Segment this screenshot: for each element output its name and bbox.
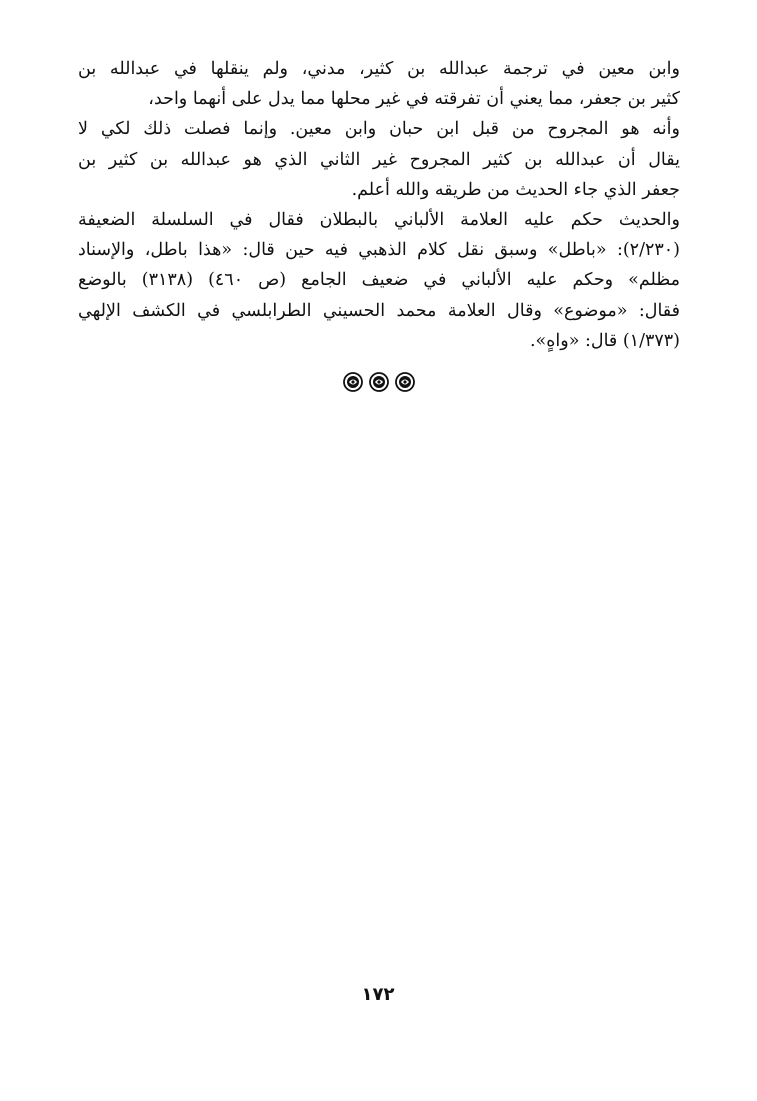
floral-ornament-icon bbox=[395, 372, 415, 392]
text-line-6: والحديث حكم عليه العلامة الألباني بالبطلان فقال في السلسلة الضعيفة bbox=[78, 209, 680, 230]
section-divider-ornaments bbox=[343, 371, 415, 393]
text-line-10: (١/٣٧٣) قال: «واهٍ». bbox=[529, 330, 680, 351]
floral-ornament-icon bbox=[343, 372, 363, 392]
text-line-7: (٢/٢٣٠): «باطل» وسبق نقل كلام الذهبي فيه حين قال: «هذا باطل، والإسناد bbox=[78, 240, 680, 261]
text-line-4: يقال أن عبدالله بن كثير المجروح غير الثاني الذي هو عبدالله بن كثير بن bbox=[78, 149, 680, 170]
page-number: ١٧٢ bbox=[361, 984, 395, 1005]
text-line-1: وابن معين في ترجمة عبدالله بن كثير، مدني، ولم ينقلها في عبدالله بن bbox=[78, 59, 680, 79]
text-line-3: وأنه هو المجروح من قبل ابن حبان وابن معين. وإنما فصلت ذلك لكي لا bbox=[78, 119, 680, 140]
text-line-9: فقال: «موضوع» وقال العلامة محمد الحسيني الطرابلسي في الكشف الإلهي bbox=[78, 300, 680, 321]
text-line-2: كثير بن جعفر، مما يعني أن تفرقته في غير محلها مما يدل على أنهما واحد، bbox=[148, 89, 680, 110]
body-text bbox=[78, 54, 680, 356]
floral-ornament-icon bbox=[369, 372, 389, 392]
text-line-5: جعفر الذي جاء الحديث من طريقه والله أعلم. bbox=[351, 179, 680, 200]
text-line-8: مظلم» وحكم عليه الألباني في ضعيف الجامع (ص ٤٦٠) (٣١٣٨) بالوضع bbox=[78, 270, 681, 291]
